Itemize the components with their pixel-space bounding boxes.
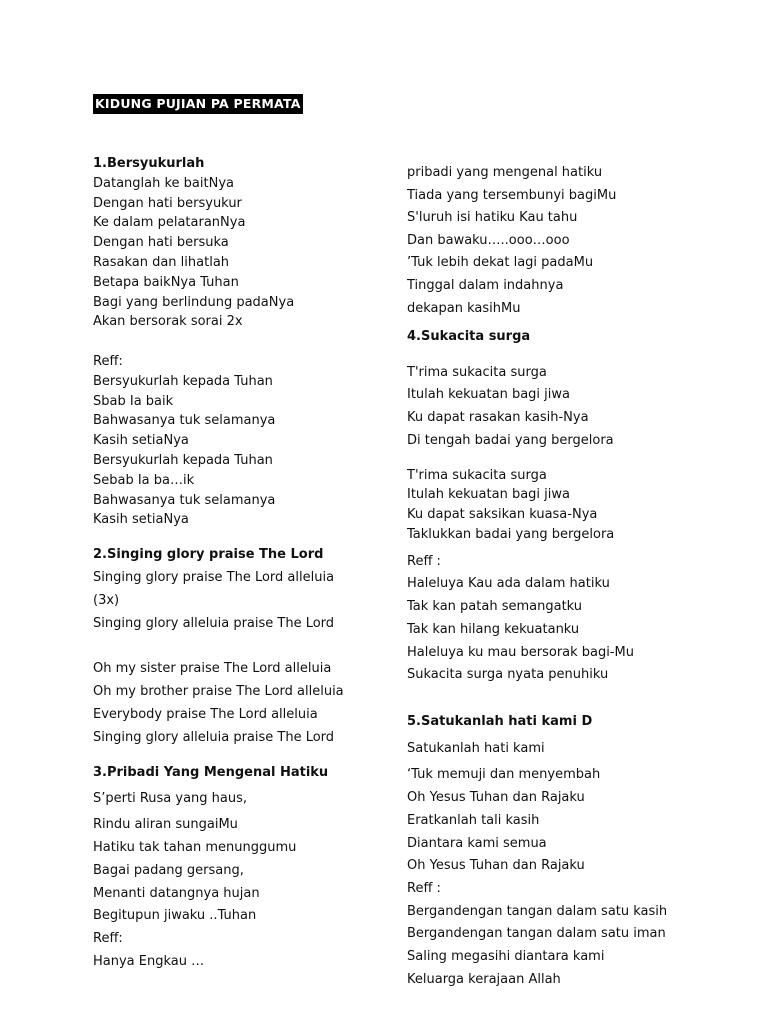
song-4 bbox=[407, 326, 634, 687]
lyric-line: Bagi yang berlindung padaNya bbox=[93, 294, 295, 310]
lyric-line: Datanglah ke baitNya bbox=[93, 175, 234, 191]
reff-label: Reff : bbox=[407, 880, 441, 896]
right-column bbox=[407, 162, 747, 987]
lyric-line: Tak kan hilang kekuatanku bbox=[407, 621, 580, 637]
lyric-line: pribadi yang mengenal hatiku bbox=[407, 165, 603, 180]
lyric-line: ’Tuk lebih dekat lagi padaMu bbox=[407, 255, 594, 271]
lyric-line: Bergandengan tangan dalam satu kasih bbox=[407, 903, 668, 919]
song-1 bbox=[93, 154, 393, 530]
lyric-line: Haleluya Kau ada dalam hatiku bbox=[407, 576, 610, 592]
lyric-line: dekapan kasihMu bbox=[407, 300, 521, 316]
lyric-line: Betapa baikNya Tuhan bbox=[93, 274, 239, 290]
lyric-line: Dengan hati bersyukur bbox=[93, 195, 242, 211]
lyric-line: T'rima sukacita surga bbox=[407, 467, 547, 483]
lyric-line: T'rima sukacita surga bbox=[407, 364, 547, 380]
lyric-line: Ku dapat saksikan kuasa-Nya bbox=[407, 507, 598, 523]
song-2 bbox=[93, 543, 344, 749]
lyric-line: Di tengah badai yang bergelora bbox=[407, 432, 614, 448]
lyric-line: Sukacita surga nyata penuhiku bbox=[407, 667, 609, 683]
lyric-line: Bersyukurlah kepada Tuhan bbox=[93, 452, 273, 468]
lyric-line: Hanya Engkau … bbox=[93, 953, 205, 969]
document-title: KIDUNG PUJIAN PA PERMATA bbox=[93, 94, 303, 114]
lyric-line: Satukanlah hati kami bbox=[407, 740, 545, 756]
lyric-line: Rindu aliran sungaiMu bbox=[93, 817, 238, 833]
lyric-line: Oh Yesus Tuhan dan Rajaku bbox=[407, 790, 585, 806]
lyric-line: ‘Tuk memuji dan menyembah bbox=[407, 767, 601, 783]
lyric-line: Kasih setiaNya bbox=[93, 512, 189, 528]
song-heading: 3.Pribadi Yang Mengenal Hatiku bbox=[93, 765, 329, 780]
lyric-line: Keluarga kerajaan Allah bbox=[407, 971, 561, 987]
lyric-line: Begitupun jiwaku ..Tuhan bbox=[93, 908, 257, 924]
lyric-line: Dan bawaku…..ooo…ooo bbox=[407, 232, 570, 248]
lyric-line: Menanti datangnya hujan bbox=[93, 885, 260, 901]
lyric-line: Singing glory alleluia praise The Lord bbox=[93, 730, 335, 745]
lyric-line: Kasih setiaNya bbox=[93, 433, 189, 449]
song-heading: 4.Sukacita surga bbox=[407, 329, 531, 344]
lyric-line: Ke dalam pelataranNya bbox=[93, 215, 246, 231]
reff-label: Reff : bbox=[407, 553, 441, 569]
lyric-line: Dengan hati bersuka bbox=[93, 235, 229, 251]
lyric-line: Hatiku tak tahan menunggumu bbox=[93, 840, 297, 856]
lyric-line: Haleluya ku mau bersorak bagi-Mu bbox=[407, 644, 635, 660]
lyric-line: Everybody praise The Lord alleluia bbox=[93, 707, 318, 722]
lyric-line: Sbab Ia baik bbox=[93, 393, 174, 409]
song-heading: 2.Singing glory praise The Lord bbox=[93, 547, 324, 562]
lyric-line: Tinggal dalam indahnya bbox=[407, 277, 564, 293]
lyric-line: Oh Yesus Tuhan dan Rajaku bbox=[407, 858, 585, 874]
lyric-line: Bahwasanya tuk selamanya bbox=[93, 492, 276, 508]
lyric-line: Oh my sister praise The Lord alleluia bbox=[93, 661, 332, 676]
lyric-line: (3x) bbox=[93, 593, 120, 608]
song-3-continued bbox=[407, 162, 747, 320]
lyric-line: Itulah kekuatan bagi jiwa bbox=[407, 487, 570, 503]
lyric-line: Bagai padang gersang, bbox=[93, 862, 244, 878]
lyric-line: Taklukkan badai yang bergelora bbox=[407, 526, 615, 542]
song-5 bbox=[407, 711, 667, 991]
lyric-line: Eratkanlah tali kasih bbox=[407, 812, 540, 828]
song-3 bbox=[93, 762, 328, 973]
lyric-line: Akan bersorak sorai 2x bbox=[93, 314, 243, 330]
lyric-line: Rasakan dan lihatlah bbox=[93, 254, 230, 270]
reff-label: Reff: bbox=[93, 930, 123, 946]
lyric-line: Bergandengan tangan dalam satu iman bbox=[407, 926, 666, 942]
lyric-line: Ku dapat rasakan kasih-Nya bbox=[407, 410, 589, 426]
lyric-line: Singing glory alleluia praise The Lord bbox=[93, 616, 335, 631]
lyric-line: Tiada yang tersembunyi bagiMu bbox=[407, 187, 617, 203]
lyric-line: Tak kan patah semangatku bbox=[407, 599, 583, 615]
lyric-line: Itulah kekuatan bagi jiwa bbox=[407, 387, 570, 403]
lyric-line: Bahwasanya tuk selamanya bbox=[93, 413, 276, 429]
lyric-line: Sebab Ia ba…ik bbox=[93, 472, 195, 488]
left-column bbox=[93, 154, 393, 969]
lyric-line: Saling megasihi diantara kami bbox=[407, 949, 605, 965]
lyric-line: S'luruh isi hatiku Kau tahu bbox=[407, 210, 578, 226]
lyric-line: Bersyukurlah kepada Tuhan bbox=[93, 373, 273, 389]
lyric-line: S’perti Rusa yang haus, bbox=[93, 790, 248, 806]
song-heading: 5.Satukanlah hati kami D bbox=[407, 714, 593, 729]
song-heading: 1.Bersyukurlah bbox=[93, 156, 205, 171]
lyric-line: Singing glory praise The Lord alleluia bbox=[93, 570, 335, 585]
reff-label: Reff: bbox=[93, 353, 123, 369]
lyric-line: Oh my brother praise The Lord alleluia bbox=[93, 684, 344, 699]
lyric-line: Diantara kami semua bbox=[407, 835, 547, 851]
